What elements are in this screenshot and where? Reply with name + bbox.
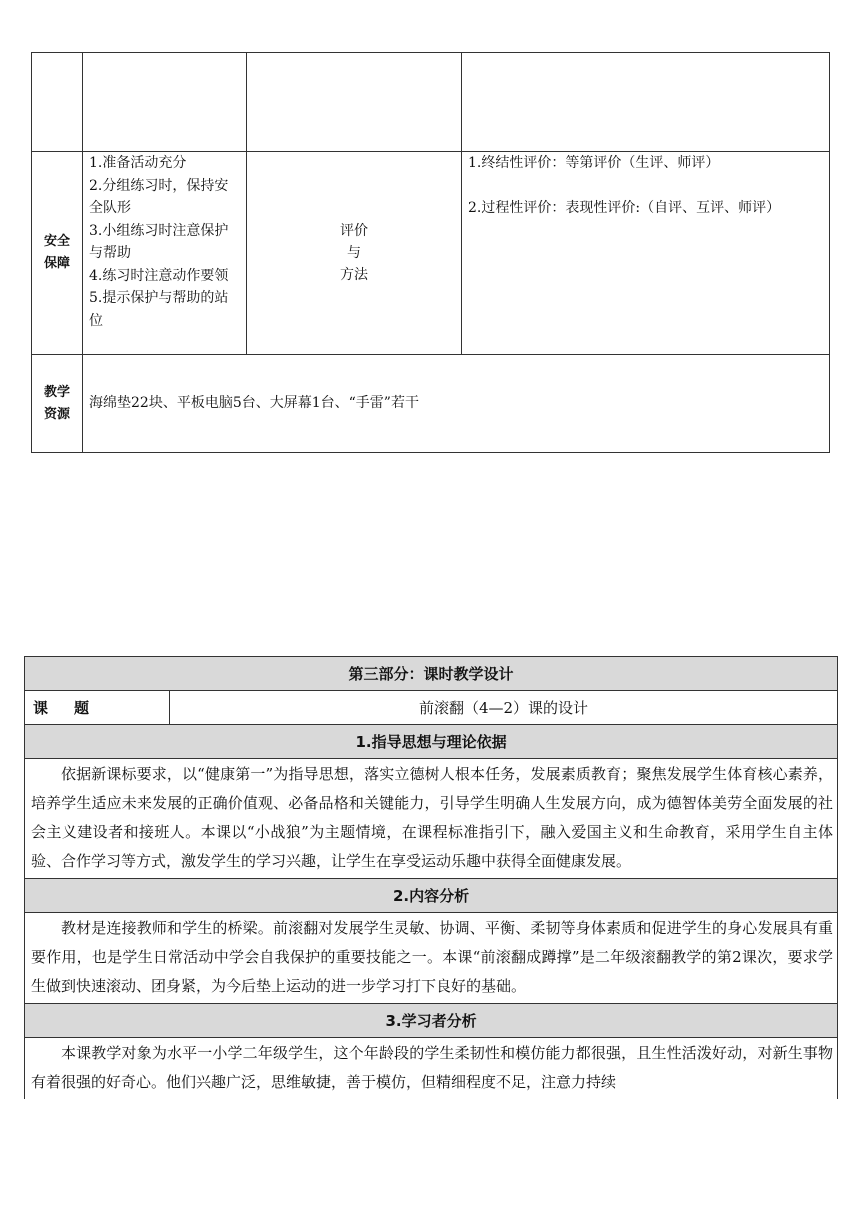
eval-label-line: 方法 (340, 267, 368, 283)
topic-value: 前滚翻（4—2）课的设计 (170, 691, 838, 725)
section-body-learners: 本课教学对象为水平一小学二年级学生，这个年龄段的学生柔韧性和模仿能力都很强，且生性活泼好动，对新生事物有着很强的好奇心。他们兴趣广泛，思维敏捷，善于模仿，但精细程度不足，注意力持续 (25, 1038, 838, 1100)
safety-item: 1.准备活动充分 (89, 155, 187, 171)
resources-text-cell (83, 355, 830, 453)
section-body-guiding: 依据新课标要求，以“健康第一”为指导思想，落实立德树人根本任务，发展素质教育；聚焦发展学生体育核心素养，培养学生适应未来发展的正确价值观、必备品格和关键能力，引导学生明确人生发展方向，成为德智体美劳全面发展的社会主义建设者和接班人。本课以“小战狼”为主题情境，在课程标准指引下，融入爱国主义和生命教育，采用学生自主体验、合作学习等方式，激发学生的学习兴趣，让学生在享受运动乐趣中获得全面健康发展。 (25, 759, 838, 879)
section-title-content: 2.内容分析 (25, 879, 838, 913)
safety-item: 2.分组练习时，保持安全队形 (89, 177, 229, 216)
section-title-learners: 3.学习者分析 (25, 1004, 838, 1038)
safety-label-cell (32, 152, 83, 355)
safety-label: 安全保障 (44, 234, 71, 271)
eval-label-line: 与 (347, 245, 361, 261)
eval-item: 1.终结性评价：等第评价（生评、师评） (468, 155, 720, 171)
safety-item: 3.小组练习时注意保护与帮助 (89, 222, 229, 261)
safety-item: 4.练习时注意动作要领 (89, 267, 229, 284)
resources-row (32, 355, 830, 453)
resources-label-cell (32, 355, 83, 453)
eval-label-line: 评价 (340, 223, 368, 239)
empty-continuation-row (32, 53, 830, 152)
topic-label: 课题 (25, 691, 170, 725)
resources-text: 海绵垫22块、平板电脑5台、大屏幕1台、“手雷”若干 (89, 395, 419, 412)
lesson-design-table (24, 656, 838, 1099)
safety-items-cell (83, 152, 247, 355)
resources-label: 教学资源 (44, 384, 71, 422)
safety-item: 5.提示保护与帮助的站位 (89, 290, 229, 329)
section-body-content: 教材是连接教师和学生的桥梁。前滚翻对发展学生灵敏、协调、平衡、柔韧等身体素质和促进学生的身心发展具有重要作用，也是学生日常活动中学会自我保护的重要技能之一。本课“前滚翻成蹲撑”是二年级滚翻教学的第2课次，要求学生做到快速滚动、团身紧，为今后垫上运动的进一步学习打下良好的基础。 (25, 913, 838, 1004)
eval-items-cell (462, 152, 830, 355)
section-title-guiding: 1.指导思想与理论依据 (25, 725, 838, 759)
part3-title: 第三部分：课时教学设计 (25, 657, 838, 691)
eval-label-cell (247, 152, 462, 355)
safety-row (32, 152, 830, 355)
eval-item: 2.过程性评价：表现性评价:（自评、互评、师评） (468, 199, 781, 216)
top-table (31, 52, 830, 453)
